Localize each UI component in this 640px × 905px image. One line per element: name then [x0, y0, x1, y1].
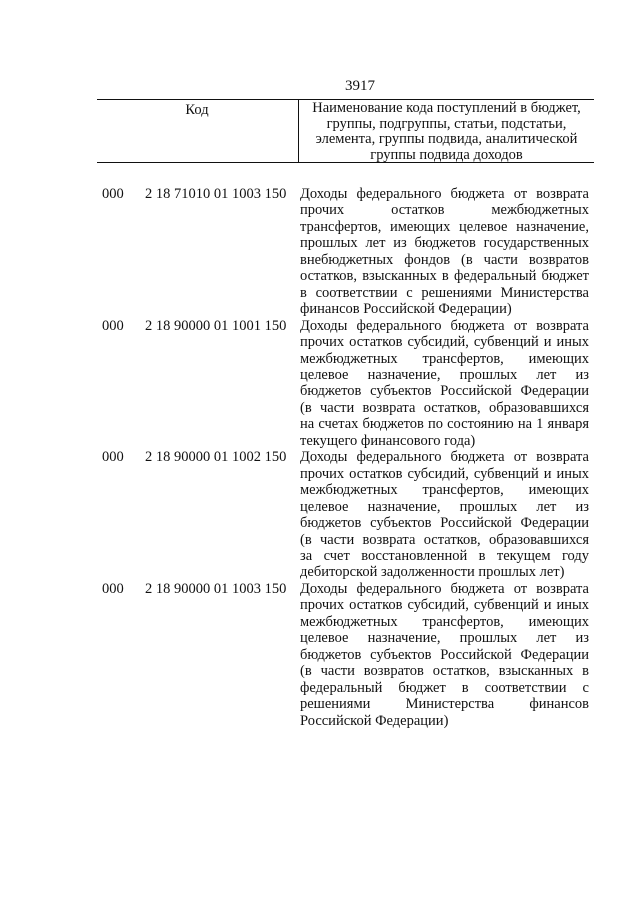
- header-name-line: элемента, группы подвида, аналитической: [315, 131, 578, 147]
- description-line: (в части возвратов остатков, взысканных в: [300, 663, 589, 680]
- description-line: остатков, взысканных в федеральный бюджет: [300, 268, 589, 285]
- description-line: федеральный бюджет в соответствии с: [300, 679, 589, 696]
- header-name-line: группы, подгруппы, статьи, подстатьи,: [326, 115, 567, 132]
- description-line: на счетах бюджетов по состоянию на 1 января: [300, 416, 589, 433]
- admin-code: 000: [102, 580, 124, 597]
- header-name-line: Наименование кода поступлений в бюджет,: [312, 100, 581, 116]
- description-line: бюджетов субъектов Российской Федерации: [300, 646, 589, 663]
- description-line: (в части возврата остатков, образовавшихся: [300, 399, 589, 416]
- description-line: трансфертов, имеющих целевое назначение,: [300, 218, 589, 235]
- admin-code: 000: [102, 449, 124, 466]
- description-line: текущего финансового года): [300, 432, 476, 449]
- description-line: межбюджетных трансфертов, имеющих: [300, 482, 589, 499]
- description-line: финансов Российской Федерации): [300, 301, 512, 318]
- description-line: прочих остатков субсидий, субвенций и иных: [300, 597, 589, 614]
- description-line: за счет восстановленной в текущем году: [300, 547, 589, 564]
- page-number: 3917: [345, 78, 375, 94]
- description-line: Доходы федерального бюджета от возврата: [300, 449, 589, 466]
- table-row: [0, 581, 640, 729]
- description-line: Доходы федерального бюджета от возврата: [300, 317, 589, 334]
- revenue-code: 2 18 90000 01 1003 150: [145, 580, 287, 597]
- entries-list: [0, 186, 640, 729]
- table-row: [0, 318, 640, 450]
- table-row: [0, 186, 640, 318]
- table-row: [0, 449, 640, 581]
- description-line: дебиторской задолженности прошлых лет): [300, 564, 565, 581]
- description-line: прочих остатков субсидий, субвенций и иных: [300, 465, 589, 482]
- revenue-code: 2 18 90000 01 1001 150: [145, 317, 287, 334]
- header-code-label: Код: [185, 102, 209, 118]
- revenue-description: [300, 318, 589, 450]
- description-line: бюджетов субъектов Российской Федерации: [300, 515, 589, 532]
- description-line: Доходы федерального бюджета от возврата: [300, 580, 589, 597]
- description-line: целевое назначение, прошлых лет из: [300, 630, 589, 647]
- description-line: прошлых лет из бюджетов государственных: [300, 235, 589, 252]
- header-name-label: [299, 100, 594, 163]
- revenue-description: [300, 581, 589, 729]
- description-line: межбюджетных трансфертов, имеющих: [300, 613, 589, 630]
- revenue-description: [300, 449, 589, 581]
- revenue-code: 2 18 71010 01 1003 150: [145, 186, 287, 202]
- description-line: Российской Федерации): [300, 712, 449, 729]
- description-line: решениями Министерства финансов: [300, 696, 589, 713]
- description-line: Доходы федерального бюджета от возврата: [300, 186, 589, 202]
- description-line: прочих остатков субсидий, субвенций и иных: [300, 334, 589, 351]
- admin-code: 000: [102, 317, 124, 334]
- header-name-line: группы подвида доходов: [370, 146, 523, 163]
- description-line: прочих остатков межбюджетных: [300, 202, 589, 219]
- table-header: [97, 99, 594, 163]
- description-line: (в части возврата остатков, образовавшихся: [300, 531, 589, 548]
- description-line: в соответствии с решениями Министерства: [300, 284, 589, 301]
- description-line: целевое назначение, прошлых лет из: [300, 366, 589, 383]
- description-line: бюджетов субъектов Российской Федерации: [300, 383, 589, 400]
- revenue-description: [300, 186, 589, 318]
- admin-code: 000: [102, 186, 124, 202]
- description-line: межбюджетных трансфертов, имеющих: [300, 350, 589, 367]
- description-line: внебюджетных фондов (в части возвратов: [300, 251, 589, 268]
- description-line: целевое назначение, прошлых лет из: [300, 498, 589, 515]
- revenue-code: 2 18 90000 01 1002 150: [145, 449, 287, 466]
